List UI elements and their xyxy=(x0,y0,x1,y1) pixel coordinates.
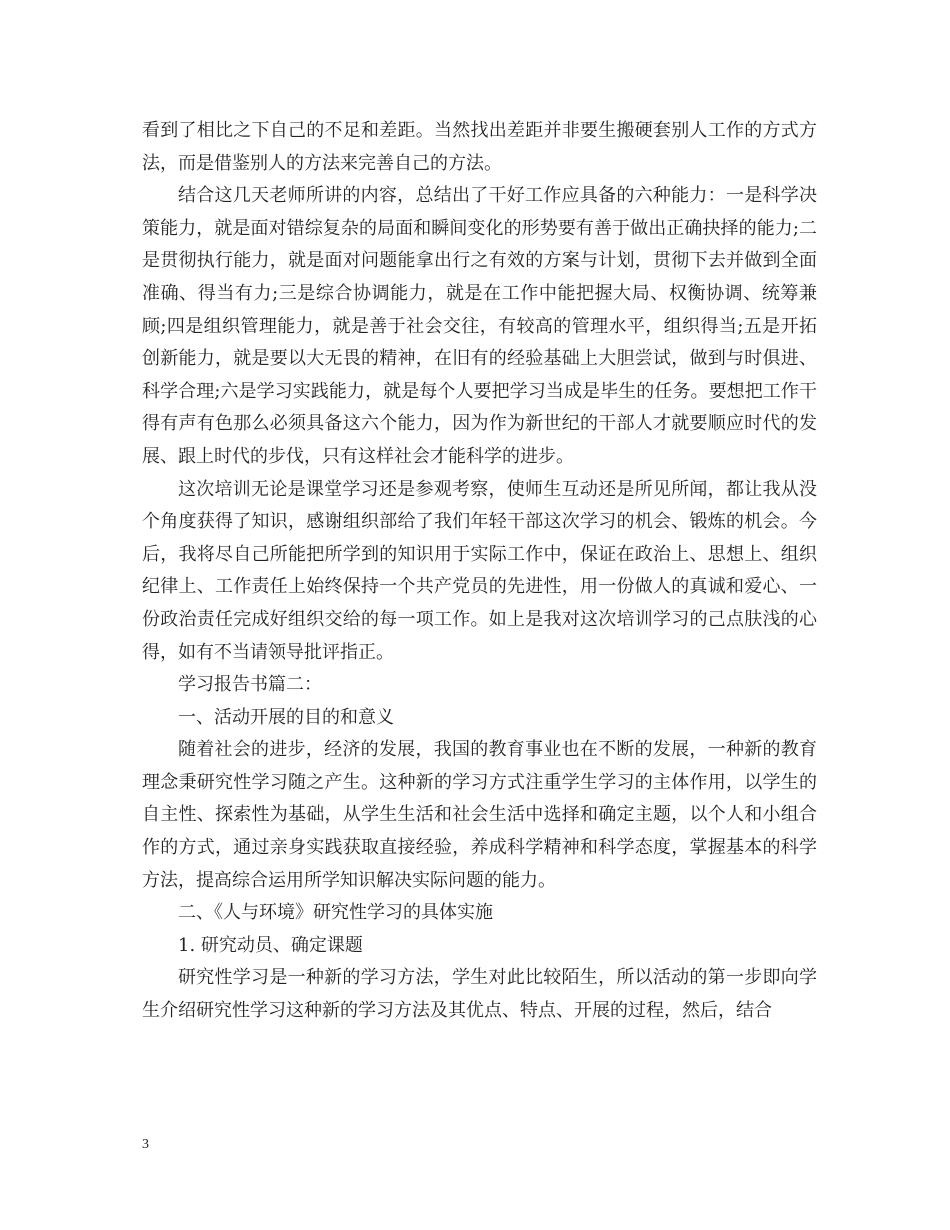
subheading-research-mobilization: 1. 研究动员、确定课题 xyxy=(178,934,363,956)
paragraph-purpose-meaning: 随着社会的进步，经济的发展，我国的教育事业也在不断的发展，一种新的教育理念秉研究性学习随之产生。这种新的学习方式注重学生学习的主体作用，以学生的自主性、探索性为基础，从学生生活和社会生活中选择和确定主题，以个人和小组合作的方式，通过亲身实践获取直接经验，养成科学精神和科学态度，掌握基本的科学方法，提高综合运用所学知识解决实际问题的能力。 xyxy=(142,739,817,891)
paragraph-six-abilities: 结合这几天老师所讲的内容，总结出了干好工作应具备的六种能力：一是科学决策能力，就是面对错综复杂的局面和瞬间变化的形势要有善于做出正确抉择的能力;二是贯彻执行能力，就是面对问题能拿出行之有效的方案与计划，贯彻下去并做到全面准确、得当有力;三是综合协调能力，就是在工作中能把握大局、权衡协调、统筹兼顾;四是组织管理能力，就是善于社会交往，有较高的管理水平，组织得当;五是开拓创新能力，就是要以大无畏的精神，在旧有的经验基础上大胆尝试，做到与时俱进、科学合理;六是学习实践能力，就是每个人要把学习当成是毕生的任务。要想把工作干得有声有色那么必须具备这六个能力，因为作为新世纪的干部人才就要顺应时代的发展、跟上时代的步伐，只有这样社会才能科学的进步。 xyxy=(142,185,817,467)
heading-implementation: 二、《人与环境》研究性学习的具体实施 xyxy=(178,902,493,924)
paragraph-research-method: 研究性学习是一种新的学习方法，学生对此比较陌生，所以活动的第一步即向学生介绍研究性学习这种新的学习方法及其优点、特点、开展的过程，然后，结合 xyxy=(142,967,817,1022)
document-body xyxy=(142,115,817,1028)
section-heading-part-two: 学习报告书篇二： xyxy=(178,674,322,696)
paragraph-training-summary: 这次培训无论是课堂学习还是参观考察，使师生互动还是所见所闻，都让我从没个角度获得了知识，感谢组织部给了我们年轻干部这次学习的机会、锻炼的机会。今后，我将尽自己所能把所学到的知识用于实际工作中，保证在政治上、思想上、组织纪律上、工作责任上始终保持一个共产党员的先进性，用一份做人的真诚和爱心、一份政治责任完成好组织交给的每一项工作。如上是我对这次培训学习的己点肤浅的心得，如有不当请领导批评指正。 xyxy=(142,478,817,663)
heading-purpose-meaning: 一、活动开展的目的和意义 xyxy=(178,706,394,728)
page-number: 3 xyxy=(142,1137,149,1152)
paragraph-continuation: 看到了相比之下自己的不足和差距。当然找出差距并非要生搬硬套别人工作的方式方法，而是借鉴别人的方法来完善自己的方法。 xyxy=(142,120,817,174)
